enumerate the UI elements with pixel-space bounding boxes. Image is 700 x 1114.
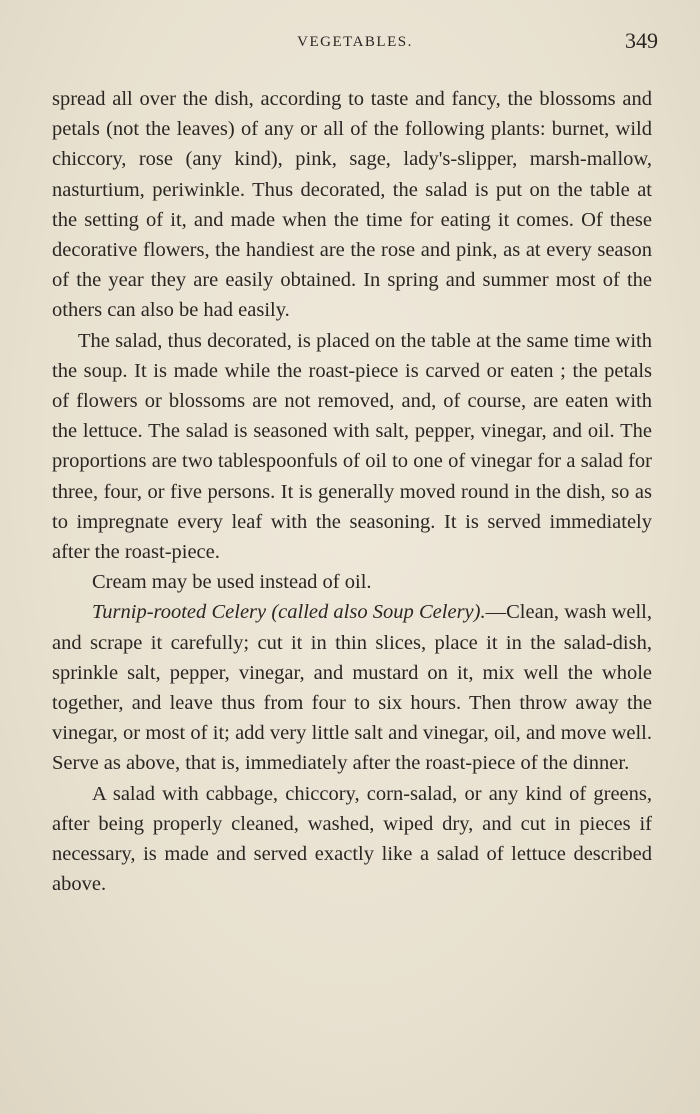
paragraph-cabbage-salad: A salad with cabbage, chiccory, corn-salad, or any kind of greens, after being properly cleaned, washed, wiped dry, and cut in pieces if necessary, is made and served exactly like a salad of lettuce described above. xyxy=(52,782,652,896)
recipe-title: Turnip-rooted Celery (called also Soup Celery). xyxy=(92,601,486,624)
paragraph-continuation: spread all over the dish, according to taste and fancy, the blossoms and petals (not the leaves) of any or all of the following plants: burnet, wild chiccory, rose (any kind), pink, sage, lady's-slipper, marsh-mallow, nasturtium, periwinkle. Thus decorated, the salad is put on the table at the setting of it, and made when the time for eating it comes. Of these decorative flowers, the handiest are the rose and pink, as at every season of the year they are easily obtained. In spring and summer most of the others can also be had easily. xyxy=(52,88,652,322)
running-head: VEGETABLES. xyxy=(297,34,413,50)
page-header xyxy=(52,28,658,60)
paragraph-salad-decorated: The salad, thus decorated, is placed on the table at the same time with the soup. It is made while the roast-piece is carved or eaten ; the petals of flowers or blossoms are not removed, and, of course, are eaten with the lettuce. The salad is seasoned with salt, pepper, vinegar, and oil. The proportions are two tablespoonfuls of oil to one of vinegar for a salad for three, four, or five persons. It is generally moved round in the dish, so as to impregnate every leaf with the seasoning. It is served immediately after the roast-piece. xyxy=(52,329,652,564)
page-body xyxy=(52,84,652,899)
paragraph-cream: Cream may be used instead of oil. xyxy=(92,571,372,594)
recipe-text: —Clean, wash well, and scrape it carefully; cut it in thin slices, place it in the salad-dish, sprinkle salt, pepper, vinegar, and mustard on it, mix well the whole together, and leave thus from four to six hours. Then throw away the vinegar, or most of it; add very little salt and vinegar, oil, and move well. Serve as above, that is, immediately after the roast-piece of the dinner. xyxy=(52,601,652,775)
paragraph-celery xyxy=(52,597,652,778)
page-number: 349 xyxy=(625,28,658,53)
